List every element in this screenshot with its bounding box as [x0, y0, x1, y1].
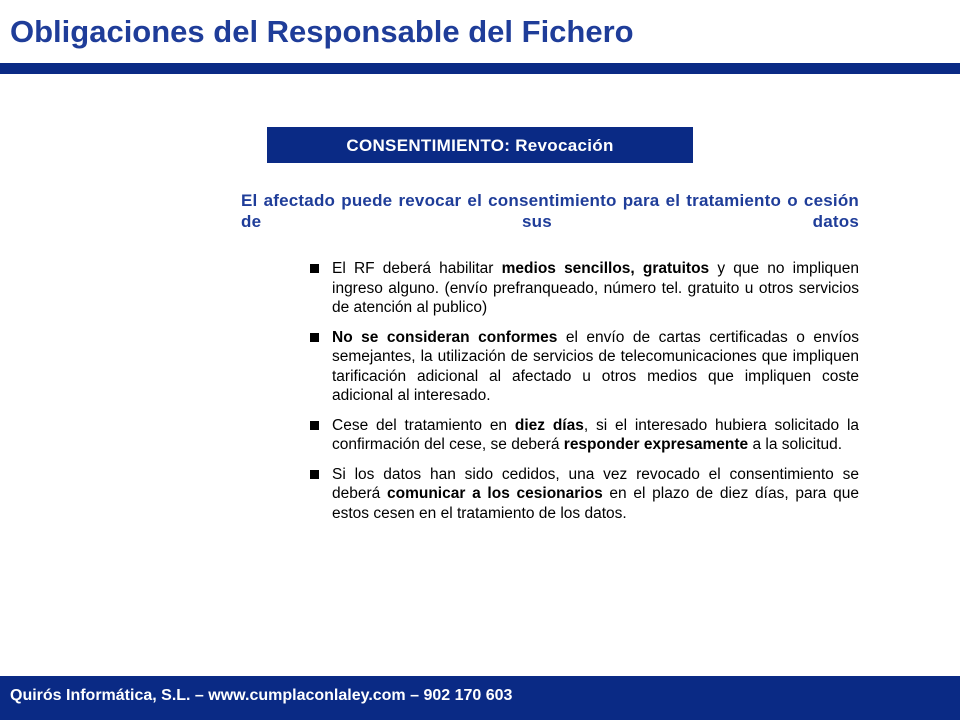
bullet-item	[310, 416, 859, 455]
bullet-text-segment: Si los datos han sido cedidos, una vez revocado el consentimiento se deberá	[332, 465, 859, 502]
title-divider	[0, 63, 960, 74]
bullet-text-segment: el envío de cartas certificadas o envíos semejantes, la utilización de servicios de telecomunicaciones que impliquen tarificación adicional al afectado u otros medios que impliquen coste adicional al interesado.	[332, 328, 859, 404]
bullet-item	[310, 259, 859, 318]
square-bullet-icon	[310, 421, 319, 430]
bullet-text-emphasis: diez días	[514, 416, 584, 434]
bullet-text-segment: en el plazo de diez días, para que estos cesen en el tratamiento de los datos.	[332, 485, 859, 522]
bullet-item	[310, 465, 859, 524]
content-area	[241, 190, 859, 533]
bullet-text-segment: a la solicitud.	[748, 436, 843, 453]
bullet-item	[310, 328, 859, 406]
page-title: Obligaciones del Responsable del Fichero	[10, 14, 634, 49]
lead-paragraph: El afectado puede revocar el consentimiento para el tratamiento o cesión de sus datos	[241, 191, 859, 231]
footer-bar	[0, 676, 960, 720]
bullet-text-emphasis: comunicar a los cesionarios	[386, 485, 603, 502]
section-banner: CONSENTIMIENTO: Revocación	[267, 127, 693, 163]
bullet-text-segment: El RF deberá habilitar	[332, 260, 502, 277]
bullet-list	[241, 259, 859, 523]
bullet-text-segment: , si el interesado hubiera solicitado la confirmación del cese, se deberá	[332, 416, 860, 453]
bullet-text-segment: Cese del tratamiento en	[332, 416, 515, 434]
bullet-text-emphasis: medios sencillos, gratuitos	[501, 260, 710, 277]
square-bullet-icon	[310, 470, 319, 479]
footer-contact: Quirós Informática, S.L. – www.cumplaconlaley.com – 902 170 603	[10, 687, 513, 704]
bullet-text-emphasis: No se consideran conformes	[332, 328, 558, 346]
bullet-text-segment: y que no impliquen ingreso alguno. (envío prefranqueado, número tel. gratuito u otros servicios de atención al publico)	[332, 260, 860, 316]
bullet-text-emphasis: responder expresamente	[563, 436, 749, 453]
square-bullet-icon	[310, 333, 319, 342]
square-bullet-icon	[310, 264, 319, 273]
